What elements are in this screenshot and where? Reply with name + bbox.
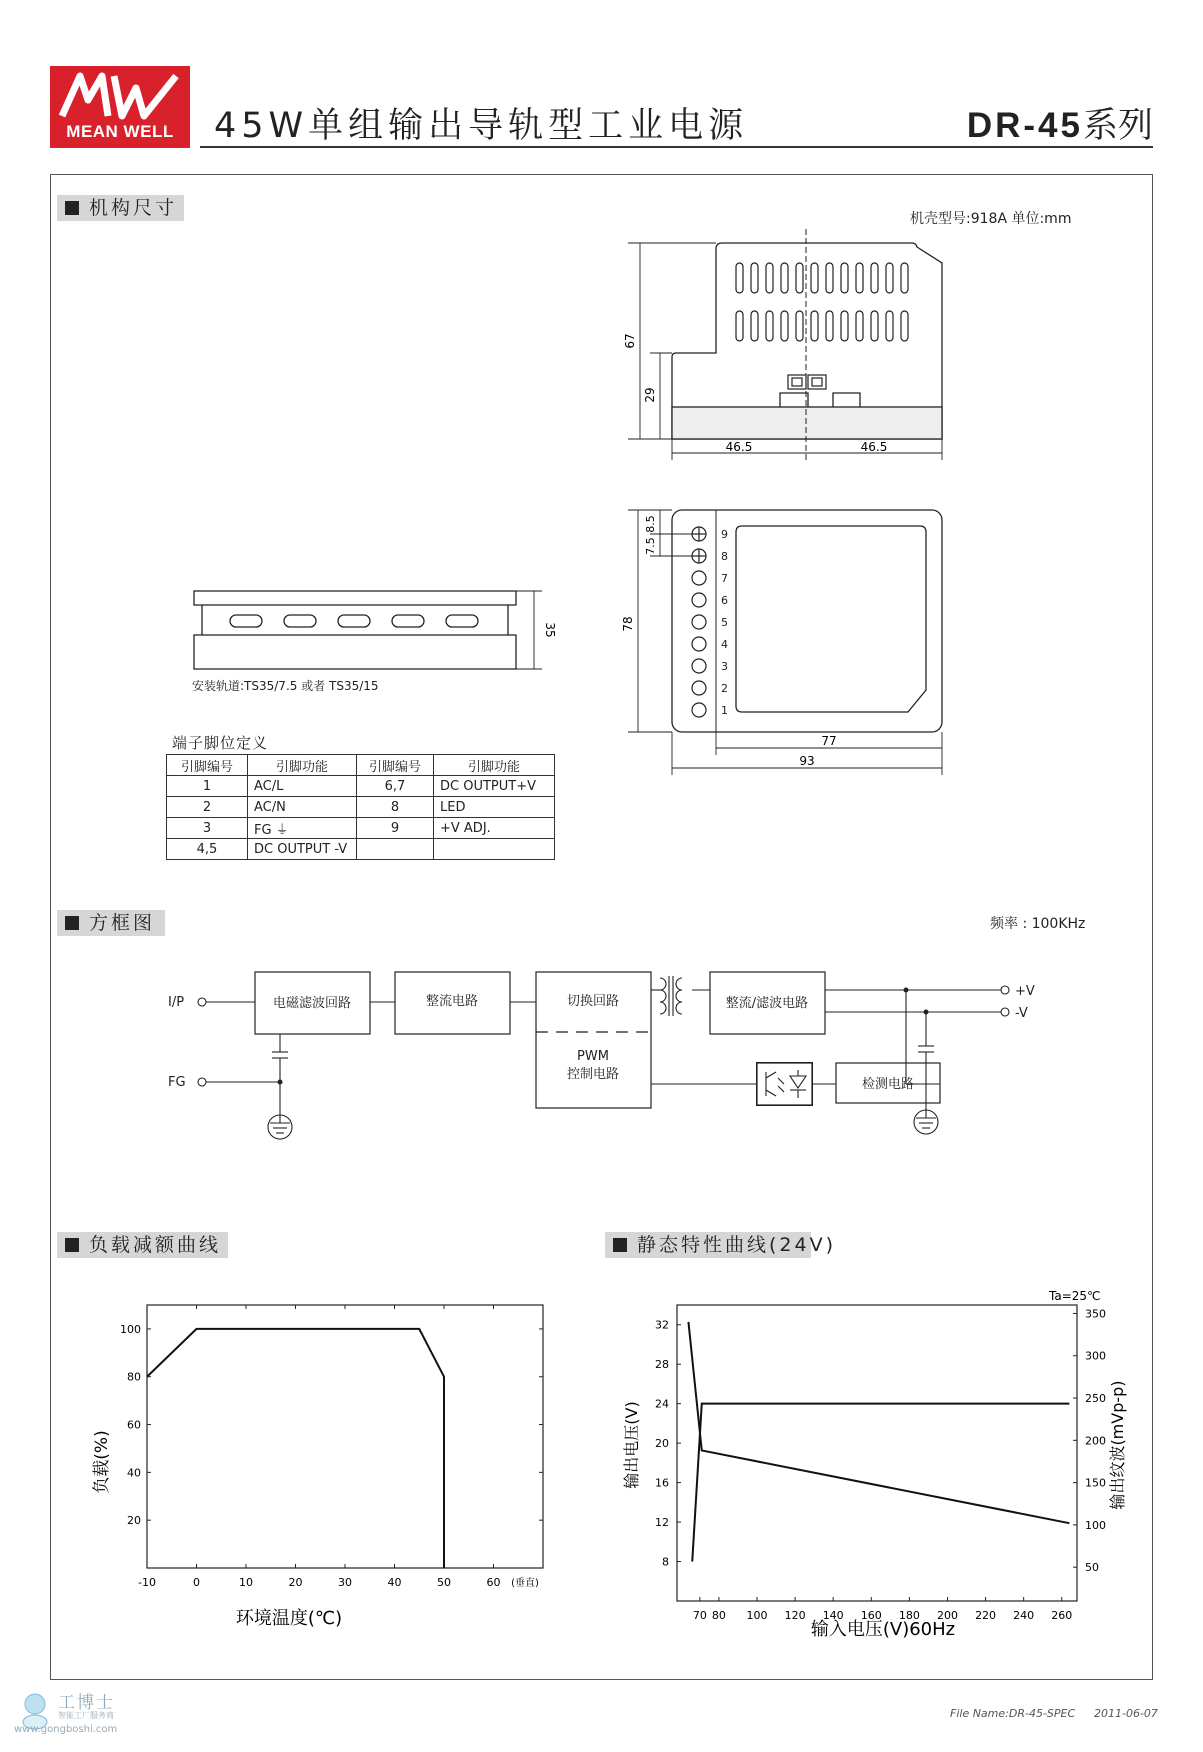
table-header-cell: 引脚编号 bbox=[167, 755, 248, 776]
y-left-tick-label: 32 bbox=[655, 1318, 669, 1332]
rectifier-label: 整流电路 bbox=[425, 994, 479, 1009]
terminal-number: 7 bbox=[721, 572, 728, 585]
terminal-number: 9 bbox=[721, 528, 728, 541]
x-tick-label: 100 bbox=[746, 1609, 768, 1622]
emi-filter-label: 电磁滤波回路 bbox=[272, 996, 352, 1011]
derating-curve bbox=[147, 1329, 444, 1568]
table-row bbox=[167, 776, 555, 797]
output-voltage-curve bbox=[692, 1404, 1069, 1562]
section-header-static: 静态特性曲线(24V) bbox=[605, 1232, 811, 1258]
section-header-mechanical: 机构尺寸 bbox=[57, 195, 184, 221]
y-right-tick-label: 100 bbox=[1085, 1518, 1106, 1532]
y-right-tick-label: 300 bbox=[1085, 1349, 1106, 1363]
table-row bbox=[167, 839, 555, 860]
x-tick-label: 180 bbox=[898, 1609, 920, 1622]
document-date: 2011-06-07 bbox=[1094, 1707, 1158, 1720]
table-cell: 2 bbox=[167, 797, 248, 818]
terminal-number: 5 bbox=[721, 616, 728, 629]
section-header-block-diagram: 方框图 bbox=[57, 910, 165, 936]
rail-caption: 安装轨道:TS35/7.5 或者 TS35/15 bbox=[192, 679, 379, 693]
plot-frame bbox=[677, 1305, 1077, 1601]
x-tick-label: 10 bbox=[239, 1576, 253, 1589]
file-name: File Name:DR-45-SPEC bbox=[950, 1707, 1076, 1720]
table-cell: AC/L bbox=[248, 776, 357, 797]
side-view-drawing bbox=[620, 225, 950, 460]
x-tick-label: 0 bbox=[193, 1576, 200, 1589]
plus-v-label: +V bbox=[1015, 984, 1035, 999]
x-tick-label: 260 bbox=[1051, 1609, 1073, 1622]
derating-xlabel: 环境温度(℃) bbox=[235, 1608, 343, 1629]
y-tick-label: 60 bbox=[127, 1418, 141, 1432]
ripple-curve bbox=[688, 1322, 1069, 1523]
ground-icon bbox=[914, 1110, 938, 1134]
x-tick-label: 160 bbox=[860, 1609, 882, 1622]
table-cell: 3 bbox=[167, 818, 248, 839]
x-tick-label: -10 bbox=[138, 1576, 156, 1589]
y-left-tick-label: 24 bbox=[655, 1397, 669, 1411]
table-cell: +V ADJ. bbox=[434, 818, 555, 839]
dim-width: 93 bbox=[799, 754, 815, 768]
x-tick-label: 20 bbox=[288, 1576, 303, 1589]
table-header-cell: 引脚功能 bbox=[248, 755, 357, 776]
table-cell bbox=[434, 839, 555, 860]
table-cell: DC OUTPUT -V bbox=[248, 839, 357, 860]
table-header-row bbox=[167, 755, 555, 776]
dim-front-height: 78 bbox=[621, 616, 635, 632]
terminal-number: 1 bbox=[721, 704, 728, 717]
series-title bbox=[967, 98, 1153, 148]
derating-ylabel: 负载(%) bbox=[92, 1430, 112, 1494]
y-tick-label: 40 bbox=[127, 1466, 141, 1480]
watermark-url: www.gongboshi.com bbox=[14, 1724, 118, 1735]
y-right-tick-label: 150 bbox=[1085, 1476, 1106, 1490]
table-cell: 9 bbox=[357, 818, 434, 839]
dim-pitch-b: 8.5 bbox=[644, 515, 657, 533]
terminal-number: 6 bbox=[721, 594, 728, 607]
dim-inner-width: 77 bbox=[821, 734, 837, 748]
static-ylabel-left: 输出电压(V) bbox=[622, 1401, 641, 1489]
y-right-tick-label: 50 bbox=[1085, 1561, 1099, 1575]
x-tick-label: 30 bbox=[338, 1576, 352, 1589]
dim-side-left: 46.5 bbox=[725, 440, 753, 454]
page-title: 45W单组输出导轨型工业电源 bbox=[214, 106, 749, 146]
dim-side-base: 29 bbox=[643, 387, 657, 403]
table-header-cell: 引脚编号 bbox=[357, 755, 434, 776]
switching-label: 切换回路 bbox=[566, 994, 620, 1009]
watermark-subtitle: 智能工厂服务商 bbox=[58, 1711, 114, 1720]
pin-table-title: 端子脚位定义 bbox=[172, 734, 269, 752]
meanwell-logo bbox=[50, 66, 190, 148]
din-rail-drawing bbox=[190, 585, 560, 675]
y-tick-label: 80 bbox=[127, 1370, 141, 1384]
pwm-control-label: 控制电路 bbox=[566, 1067, 620, 1082]
x-tick-label: 120 bbox=[784, 1609, 806, 1622]
minus-v-label: -V bbox=[1015, 1006, 1028, 1021]
table-cell: 6,7 bbox=[357, 776, 434, 797]
y-right-tick-label: 350 bbox=[1085, 1307, 1106, 1321]
table-row bbox=[167, 797, 555, 818]
y-left-tick-label: 20 bbox=[655, 1437, 669, 1451]
x-tick-label: 140 bbox=[822, 1609, 844, 1622]
static-xlabel: 输入电压(V)60Hz bbox=[810, 1619, 956, 1640]
plot-frame bbox=[147, 1305, 543, 1568]
x-unit-note: (垂直) bbox=[511, 1578, 539, 1589]
mw-logo-icon bbox=[58, 70, 182, 120]
series-suffix: 系列 bbox=[1082, 106, 1153, 146]
header-rule bbox=[200, 146, 1153, 148]
watermark-name: 工博士 bbox=[58, 1693, 115, 1713]
table-cell: DC OUTPUT+V bbox=[434, 776, 555, 797]
dim-pitch-a: 7.5 bbox=[644, 537, 657, 555]
case-info: 机壳型号:918A 单位:mm bbox=[910, 211, 1072, 227]
y-left-tick-label: 8 bbox=[662, 1555, 669, 1569]
x-tick-label: 240 bbox=[1013, 1609, 1035, 1622]
x-tick-label: 220 bbox=[975, 1609, 997, 1622]
terminal-number: 4 bbox=[721, 638, 728, 651]
table-cell bbox=[357, 839, 434, 860]
ground-icon bbox=[268, 1115, 292, 1139]
x-tick-label: 70 bbox=[692, 1609, 707, 1622]
x-tick-label: 80 bbox=[711, 1609, 726, 1622]
table-cell: 1 bbox=[167, 776, 248, 797]
terminal-number: 8 bbox=[721, 550, 728, 563]
detection-label: 检测电路 bbox=[861, 1077, 915, 1092]
y-right-tick-label: 250 bbox=[1085, 1392, 1106, 1406]
pwm-label: PWM bbox=[577, 1049, 609, 1064]
table-row bbox=[167, 818, 555, 839]
terminal-number: 2 bbox=[721, 682, 728, 695]
x-tick-label: 200 bbox=[936, 1609, 958, 1622]
transformer-icon bbox=[660, 976, 682, 1016]
static-chart bbox=[615, 1280, 1140, 1645]
x-tick-label: 40 bbox=[387, 1576, 402, 1589]
table-cell: 4,5 bbox=[167, 839, 248, 860]
front-view-drawing bbox=[620, 500, 950, 775]
static-ylabel-right: 输出纹波(mVp-p) bbox=[1108, 1380, 1127, 1510]
logo-text: MEAN WELL bbox=[66, 122, 174, 141]
derating-chart bbox=[85, 1290, 565, 1645]
switching-block bbox=[536, 972, 651, 1108]
table-cell: FG ⏚ bbox=[248, 818, 357, 839]
x-tick-label: 60 bbox=[486, 1576, 501, 1589]
pin-assignment-table bbox=[166, 754, 555, 860]
table-header-cell: 引脚功能 bbox=[434, 755, 555, 776]
ip-label: I/P bbox=[168, 995, 185, 1010]
block-diagram bbox=[160, 960, 1060, 1160]
output-filter-label: 整流/滤波电路 bbox=[725, 996, 809, 1011]
y-left-tick-label: 28 bbox=[655, 1358, 669, 1372]
terminal-number: 3 bbox=[721, 660, 728, 673]
static-annotation: Ta=25℃ bbox=[1049, 1289, 1101, 1303]
y-tick-label: 20 bbox=[127, 1514, 141, 1528]
dim-rail-height: 35 bbox=[543, 622, 557, 638]
table-cell: 8 bbox=[357, 797, 434, 818]
table-cell: AC/N bbox=[248, 797, 357, 818]
fg-label: FG bbox=[168, 1075, 186, 1090]
x-tick-label: 50 bbox=[437, 1576, 451, 1589]
frequency-label: 频率 : 100KHz bbox=[990, 916, 1086, 932]
y-left-tick-label: 16 bbox=[655, 1476, 669, 1490]
dim-side-height: 67 bbox=[623, 333, 637, 349]
section-header-derating: 负载减额曲线 bbox=[57, 1232, 228, 1258]
dim-side-right: 46.5 bbox=[860, 440, 888, 454]
y-right-tick-label: 200 bbox=[1085, 1434, 1106, 1448]
y-tick-label: 100 bbox=[120, 1322, 141, 1336]
watermark bbox=[14, 1686, 144, 1736]
table-cell: LED bbox=[434, 797, 555, 818]
y-left-tick-label: 12 bbox=[655, 1516, 669, 1530]
series-model: DR-45 bbox=[966, 106, 1083, 145]
